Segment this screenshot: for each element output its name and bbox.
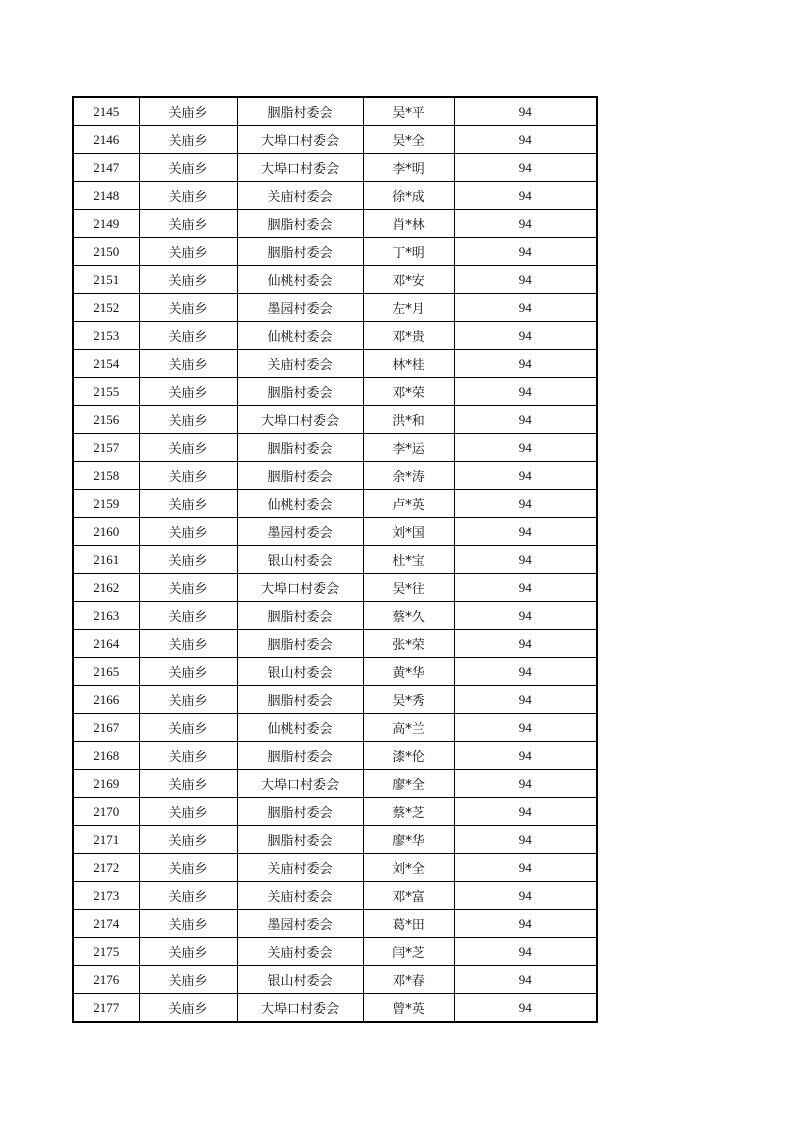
township-cell: 关庙乡: [139, 854, 237, 882]
row-number-cell: 2173: [73, 882, 139, 910]
township-cell: 关庙乡: [139, 658, 237, 686]
amount-cell: 94: [454, 518, 597, 546]
table-row: [73, 126, 597, 154]
name-cell: 肖*林: [363, 210, 454, 238]
village-committee-cell: 大埠口村委会: [237, 994, 363, 1023]
township-cell: 关庙乡: [139, 602, 237, 630]
township-cell: 关庙乡: [139, 546, 237, 574]
amount-cell: 94: [454, 798, 597, 826]
row-number-cell: 2154: [73, 350, 139, 378]
name-cell: 曾*英: [363, 994, 454, 1023]
row-number-cell: 2147: [73, 154, 139, 182]
name-cell: 李*运: [363, 434, 454, 462]
table-row: [73, 574, 597, 602]
village-committee-cell: 胭脂村委会: [237, 630, 363, 658]
village-committee-cell: 胭脂村委会: [237, 378, 363, 406]
village-committee-cell: 大埠口村委会: [237, 154, 363, 182]
village-committee-cell: 关庙村委会: [237, 882, 363, 910]
row-number-cell: 2148: [73, 182, 139, 210]
village-committee-cell: 大埠口村委会: [237, 126, 363, 154]
village-committee-cell: 仙桃村委会: [237, 714, 363, 742]
amount-cell: 94: [454, 490, 597, 518]
township-cell: 关庙乡: [139, 994, 237, 1023]
village-committee-cell: 大埠口村委会: [237, 406, 363, 434]
name-cell: 李*明: [363, 154, 454, 182]
table-row: [73, 97, 597, 126]
row-number-cell: 2149: [73, 210, 139, 238]
township-cell: 关庙乡: [139, 238, 237, 266]
township-cell: 关庙乡: [139, 294, 237, 322]
row-number-cell: 2159: [73, 490, 139, 518]
amount-cell: 94: [454, 658, 597, 686]
row-number-cell: 2174: [73, 910, 139, 938]
village-committee-cell: 关庙村委会: [237, 350, 363, 378]
township-cell: 关庙乡: [139, 882, 237, 910]
table-row: [73, 966, 597, 994]
name-cell: 卢*英: [363, 490, 454, 518]
name-cell: 邓*贵: [363, 322, 454, 350]
row-number-cell: 2150: [73, 238, 139, 266]
name-cell: 廖*华: [363, 826, 454, 854]
name-cell: 吴*全: [363, 126, 454, 154]
township-cell: 关庙乡: [139, 434, 237, 462]
township-cell: 关庙乡: [139, 97, 237, 126]
data-table: [72, 96, 598, 1023]
table-row: [73, 602, 597, 630]
amount-cell: 94: [454, 462, 597, 490]
village-committee-cell: 仙桃村委会: [237, 322, 363, 350]
amount-cell: 94: [454, 686, 597, 714]
table-row: [73, 154, 597, 182]
village-committee-cell: 仙桃村委会: [237, 266, 363, 294]
row-number-cell: 2162: [73, 574, 139, 602]
table-row: [73, 938, 597, 966]
village-committee-cell: 胭脂村委会: [237, 826, 363, 854]
township-cell: 关庙乡: [139, 742, 237, 770]
amount-cell: 94: [454, 994, 597, 1023]
name-cell: 吴*往: [363, 574, 454, 602]
village-committee-cell: 关庙村委会: [237, 938, 363, 966]
name-cell: 左*月: [363, 294, 454, 322]
row-number-cell: 2161: [73, 546, 139, 574]
amount-cell: 94: [454, 154, 597, 182]
table-row: [73, 910, 597, 938]
village-committee-cell: 胭脂村委会: [237, 742, 363, 770]
amount-cell: 94: [454, 294, 597, 322]
row-number-cell: 2157: [73, 434, 139, 462]
row-number-cell: 2176: [73, 966, 139, 994]
table-row: [73, 770, 597, 798]
township-cell: 关庙乡: [139, 462, 237, 490]
township-cell: 关庙乡: [139, 126, 237, 154]
village-committee-cell: 关庙村委会: [237, 854, 363, 882]
township-cell: 关庙乡: [139, 350, 237, 378]
amount-cell: 94: [454, 966, 597, 994]
table-row: [73, 742, 597, 770]
row-number-cell: 2175: [73, 938, 139, 966]
row-number-cell: 2152: [73, 294, 139, 322]
amount-cell: 94: [454, 910, 597, 938]
row-number-cell: 2165: [73, 658, 139, 686]
table-row: [73, 322, 597, 350]
amount-cell: 94: [454, 97, 597, 126]
village-committee-cell: 仙桃村委会: [237, 490, 363, 518]
township-cell: 关庙乡: [139, 938, 237, 966]
township-cell: 关庙乡: [139, 378, 237, 406]
amount-cell: 94: [454, 434, 597, 462]
row-number-cell: 2158: [73, 462, 139, 490]
township-cell: 关庙乡: [139, 714, 237, 742]
township-cell: 关庙乡: [139, 406, 237, 434]
amount-cell: 94: [454, 266, 597, 294]
amount-cell: 94: [454, 770, 597, 798]
village-committee-cell: 银山村委会: [237, 966, 363, 994]
row-number-cell: 2156: [73, 406, 139, 434]
village-committee-cell: 胭脂村委会: [237, 462, 363, 490]
village-committee-cell: 胭脂村委会: [237, 686, 363, 714]
row-number-cell: 2160: [73, 518, 139, 546]
township-cell: 关庙乡: [139, 630, 237, 658]
township-cell: 关庙乡: [139, 210, 237, 238]
amount-cell: 94: [454, 210, 597, 238]
table-body: [73, 97, 597, 1022]
row-number-cell: 2164: [73, 630, 139, 658]
table-row: [73, 994, 597, 1023]
amount-cell: 94: [454, 406, 597, 434]
name-cell: 杜*宝: [363, 546, 454, 574]
name-cell: 洪*和: [363, 406, 454, 434]
township-cell: 关庙乡: [139, 798, 237, 826]
name-cell: 邓*富: [363, 882, 454, 910]
township-cell: 关庙乡: [139, 826, 237, 854]
village-committee-cell: 胭脂村委会: [237, 210, 363, 238]
table-row: [73, 266, 597, 294]
name-cell: 高*兰: [363, 714, 454, 742]
name-cell: 吴*平: [363, 97, 454, 126]
township-cell: 关庙乡: [139, 686, 237, 714]
row-number-cell: 2177: [73, 994, 139, 1023]
name-cell: 蔡*芝: [363, 798, 454, 826]
village-committee-cell: 胭脂村委会: [237, 97, 363, 126]
row-number-cell: 2153: [73, 322, 139, 350]
village-committee-cell: 胭脂村委会: [237, 434, 363, 462]
row-number-cell: 2168: [73, 742, 139, 770]
township-cell: 关庙乡: [139, 322, 237, 350]
name-cell: 邓*春: [363, 966, 454, 994]
village-committee-cell: 关庙村委会: [237, 182, 363, 210]
name-cell: 葛*田: [363, 910, 454, 938]
name-cell: 漆*伦: [363, 742, 454, 770]
amount-cell: 94: [454, 546, 597, 574]
village-committee-cell: 大埠口村委会: [237, 574, 363, 602]
table-row: [73, 462, 597, 490]
township-cell: 关庙乡: [139, 966, 237, 994]
amount-cell: 94: [454, 574, 597, 602]
table-row: [73, 490, 597, 518]
table-row: [73, 434, 597, 462]
amount-cell: 94: [454, 602, 597, 630]
row-number-cell: 2146: [73, 126, 139, 154]
amount-cell: 94: [454, 714, 597, 742]
name-cell: 廖*全: [363, 770, 454, 798]
amount-cell: 94: [454, 630, 597, 658]
table-row: [73, 658, 597, 686]
table-row: [73, 826, 597, 854]
name-cell: 黄*华: [363, 658, 454, 686]
row-number-cell: 2170: [73, 798, 139, 826]
name-cell: 邓*安: [363, 266, 454, 294]
table-row: [73, 294, 597, 322]
table-row: [73, 686, 597, 714]
township-cell: 关庙乡: [139, 266, 237, 294]
name-cell: 邓*荣: [363, 378, 454, 406]
amount-cell: 94: [454, 322, 597, 350]
row-number-cell: 2151: [73, 266, 139, 294]
name-cell: 刘*国: [363, 518, 454, 546]
table-row: [73, 238, 597, 266]
village-committee-cell: 墨园村委会: [237, 518, 363, 546]
township-cell: 关庙乡: [139, 154, 237, 182]
township-cell: 关庙乡: [139, 910, 237, 938]
amount-cell: 94: [454, 882, 597, 910]
table-row: [73, 182, 597, 210]
table-row: [73, 378, 597, 406]
township-cell: 关庙乡: [139, 518, 237, 546]
table-row: [73, 882, 597, 910]
name-cell: 闫*芝: [363, 938, 454, 966]
name-cell: 张*荣: [363, 630, 454, 658]
row-number-cell: 2163: [73, 602, 139, 630]
name-cell: 林*桂: [363, 350, 454, 378]
township-cell: 关庙乡: [139, 574, 237, 602]
village-committee-cell: 胭脂村委会: [237, 602, 363, 630]
table-row: [73, 854, 597, 882]
name-cell: 刘*全: [363, 854, 454, 882]
row-number-cell: 2172: [73, 854, 139, 882]
row-number-cell: 2169: [73, 770, 139, 798]
name-cell: 丁*明: [363, 238, 454, 266]
village-committee-cell: 墨园村委会: [237, 294, 363, 322]
township-cell: 关庙乡: [139, 770, 237, 798]
township-cell: 关庙乡: [139, 182, 237, 210]
name-cell: 吴*秀: [363, 686, 454, 714]
amount-cell: 94: [454, 378, 597, 406]
village-committee-cell: 银山村委会: [237, 546, 363, 574]
amount-cell: 94: [454, 126, 597, 154]
row-number-cell: 2155: [73, 378, 139, 406]
name-cell: 徐*成: [363, 182, 454, 210]
table-row: [73, 546, 597, 574]
amount-cell: 94: [454, 182, 597, 210]
table-row: [73, 798, 597, 826]
village-committee-cell: 胭脂村委会: [237, 798, 363, 826]
name-cell: 余*涛: [363, 462, 454, 490]
amount-cell: 94: [454, 238, 597, 266]
table-row: [73, 350, 597, 378]
row-number-cell: 2166: [73, 686, 139, 714]
table-row: [73, 518, 597, 546]
village-committee-cell: 大埠口村委会: [237, 770, 363, 798]
village-committee-cell: 墨园村委会: [237, 910, 363, 938]
village-committee-cell: 银山村委会: [237, 658, 363, 686]
table-row: [73, 210, 597, 238]
amount-cell: 94: [454, 742, 597, 770]
table-row: [73, 714, 597, 742]
table-row: [73, 406, 597, 434]
amount-cell: 94: [454, 854, 597, 882]
village-committee-cell: 胭脂村委会: [237, 238, 363, 266]
amount-cell: 94: [454, 350, 597, 378]
amount-cell: 94: [454, 826, 597, 854]
name-cell: 蔡*久: [363, 602, 454, 630]
table-row: [73, 630, 597, 658]
row-number-cell: 2171: [73, 826, 139, 854]
row-number-cell: 2145: [73, 97, 139, 126]
amount-cell: 94: [454, 938, 597, 966]
township-cell: 关庙乡: [139, 490, 237, 518]
row-number-cell: 2167: [73, 714, 139, 742]
